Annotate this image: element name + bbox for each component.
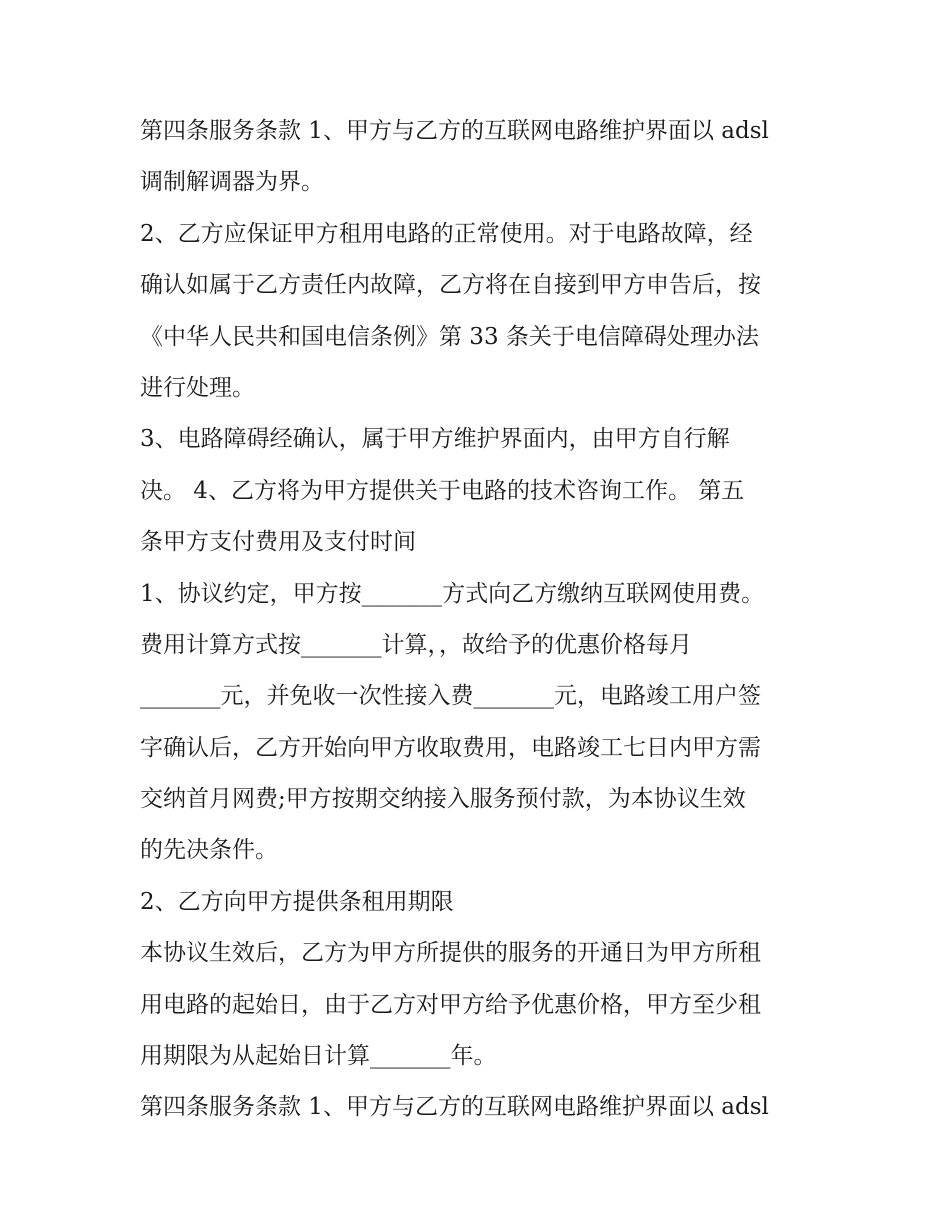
text-line: 3、电路障碍经确认，属于甲方维护界面内，由甲方自行解 xyxy=(140,426,730,453)
text-line: 进行处理。 xyxy=(140,374,255,401)
text-line: 用电路的起始日，由于乙方对甲方给予优惠价格，甲方至少租 xyxy=(140,991,761,1018)
text-line: 交纳首月网费;甲方按期交纳接入服务预付款，为本协议生效 xyxy=(140,786,746,813)
text-line: 确认如属于乙方责任内故障，乙方将在自接到甲方申告后，按 xyxy=(140,272,761,299)
text-line: 1、协议约定，甲方按_______方式向乙方缴纳互联网使用费。 xyxy=(140,580,765,607)
text-line: 2、乙方应保证甲方租用电路的正常使用。对于电路故障，经 xyxy=(140,220,753,247)
text-line: 本协议生效后，乙方为甲方所提供的服务的开通日为甲方所租 xyxy=(140,940,761,967)
contract-text xyxy=(140,106,820,1134)
text-line: 决。 4、乙方将为甲方提供关于电路的技术咨询工作。 第五 xyxy=(140,477,745,504)
text-line: 第四条服务条款 1、甲方与乙方的互联网电路维护界面以 adsl xyxy=(140,1094,769,1121)
text-line: 调制解调器为界。 xyxy=(140,169,324,196)
text-line: 的先决条件。 xyxy=(140,837,278,864)
text-line: 字确认后，乙方开始向甲方收取费用，电路竣工七日内甲方需 xyxy=(140,734,761,761)
text-line: 条甲方支付费用及支付时间 xyxy=(140,529,416,556)
text-line: 用期限为从起始日计算_______年。 xyxy=(140,1043,497,1070)
text-line: 费用计算方式按_______计算，，故给予的优惠价格每月 xyxy=(140,631,692,658)
text-line: _______元，并免收一次性接入费_______元，电路竣工用户签 xyxy=(140,683,761,710)
text-line: 《中华人民共和国电信条例》第 33 条关于电信障碍处理办法 xyxy=(140,323,759,350)
text-line: 第四条服务条款 1、甲方与乙方的互联网电路维护界面以 adsl xyxy=(140,118,769,144)
text-line: 2、乙方向甲方提供条租用期限 xyxy=(140,888,454,915)
